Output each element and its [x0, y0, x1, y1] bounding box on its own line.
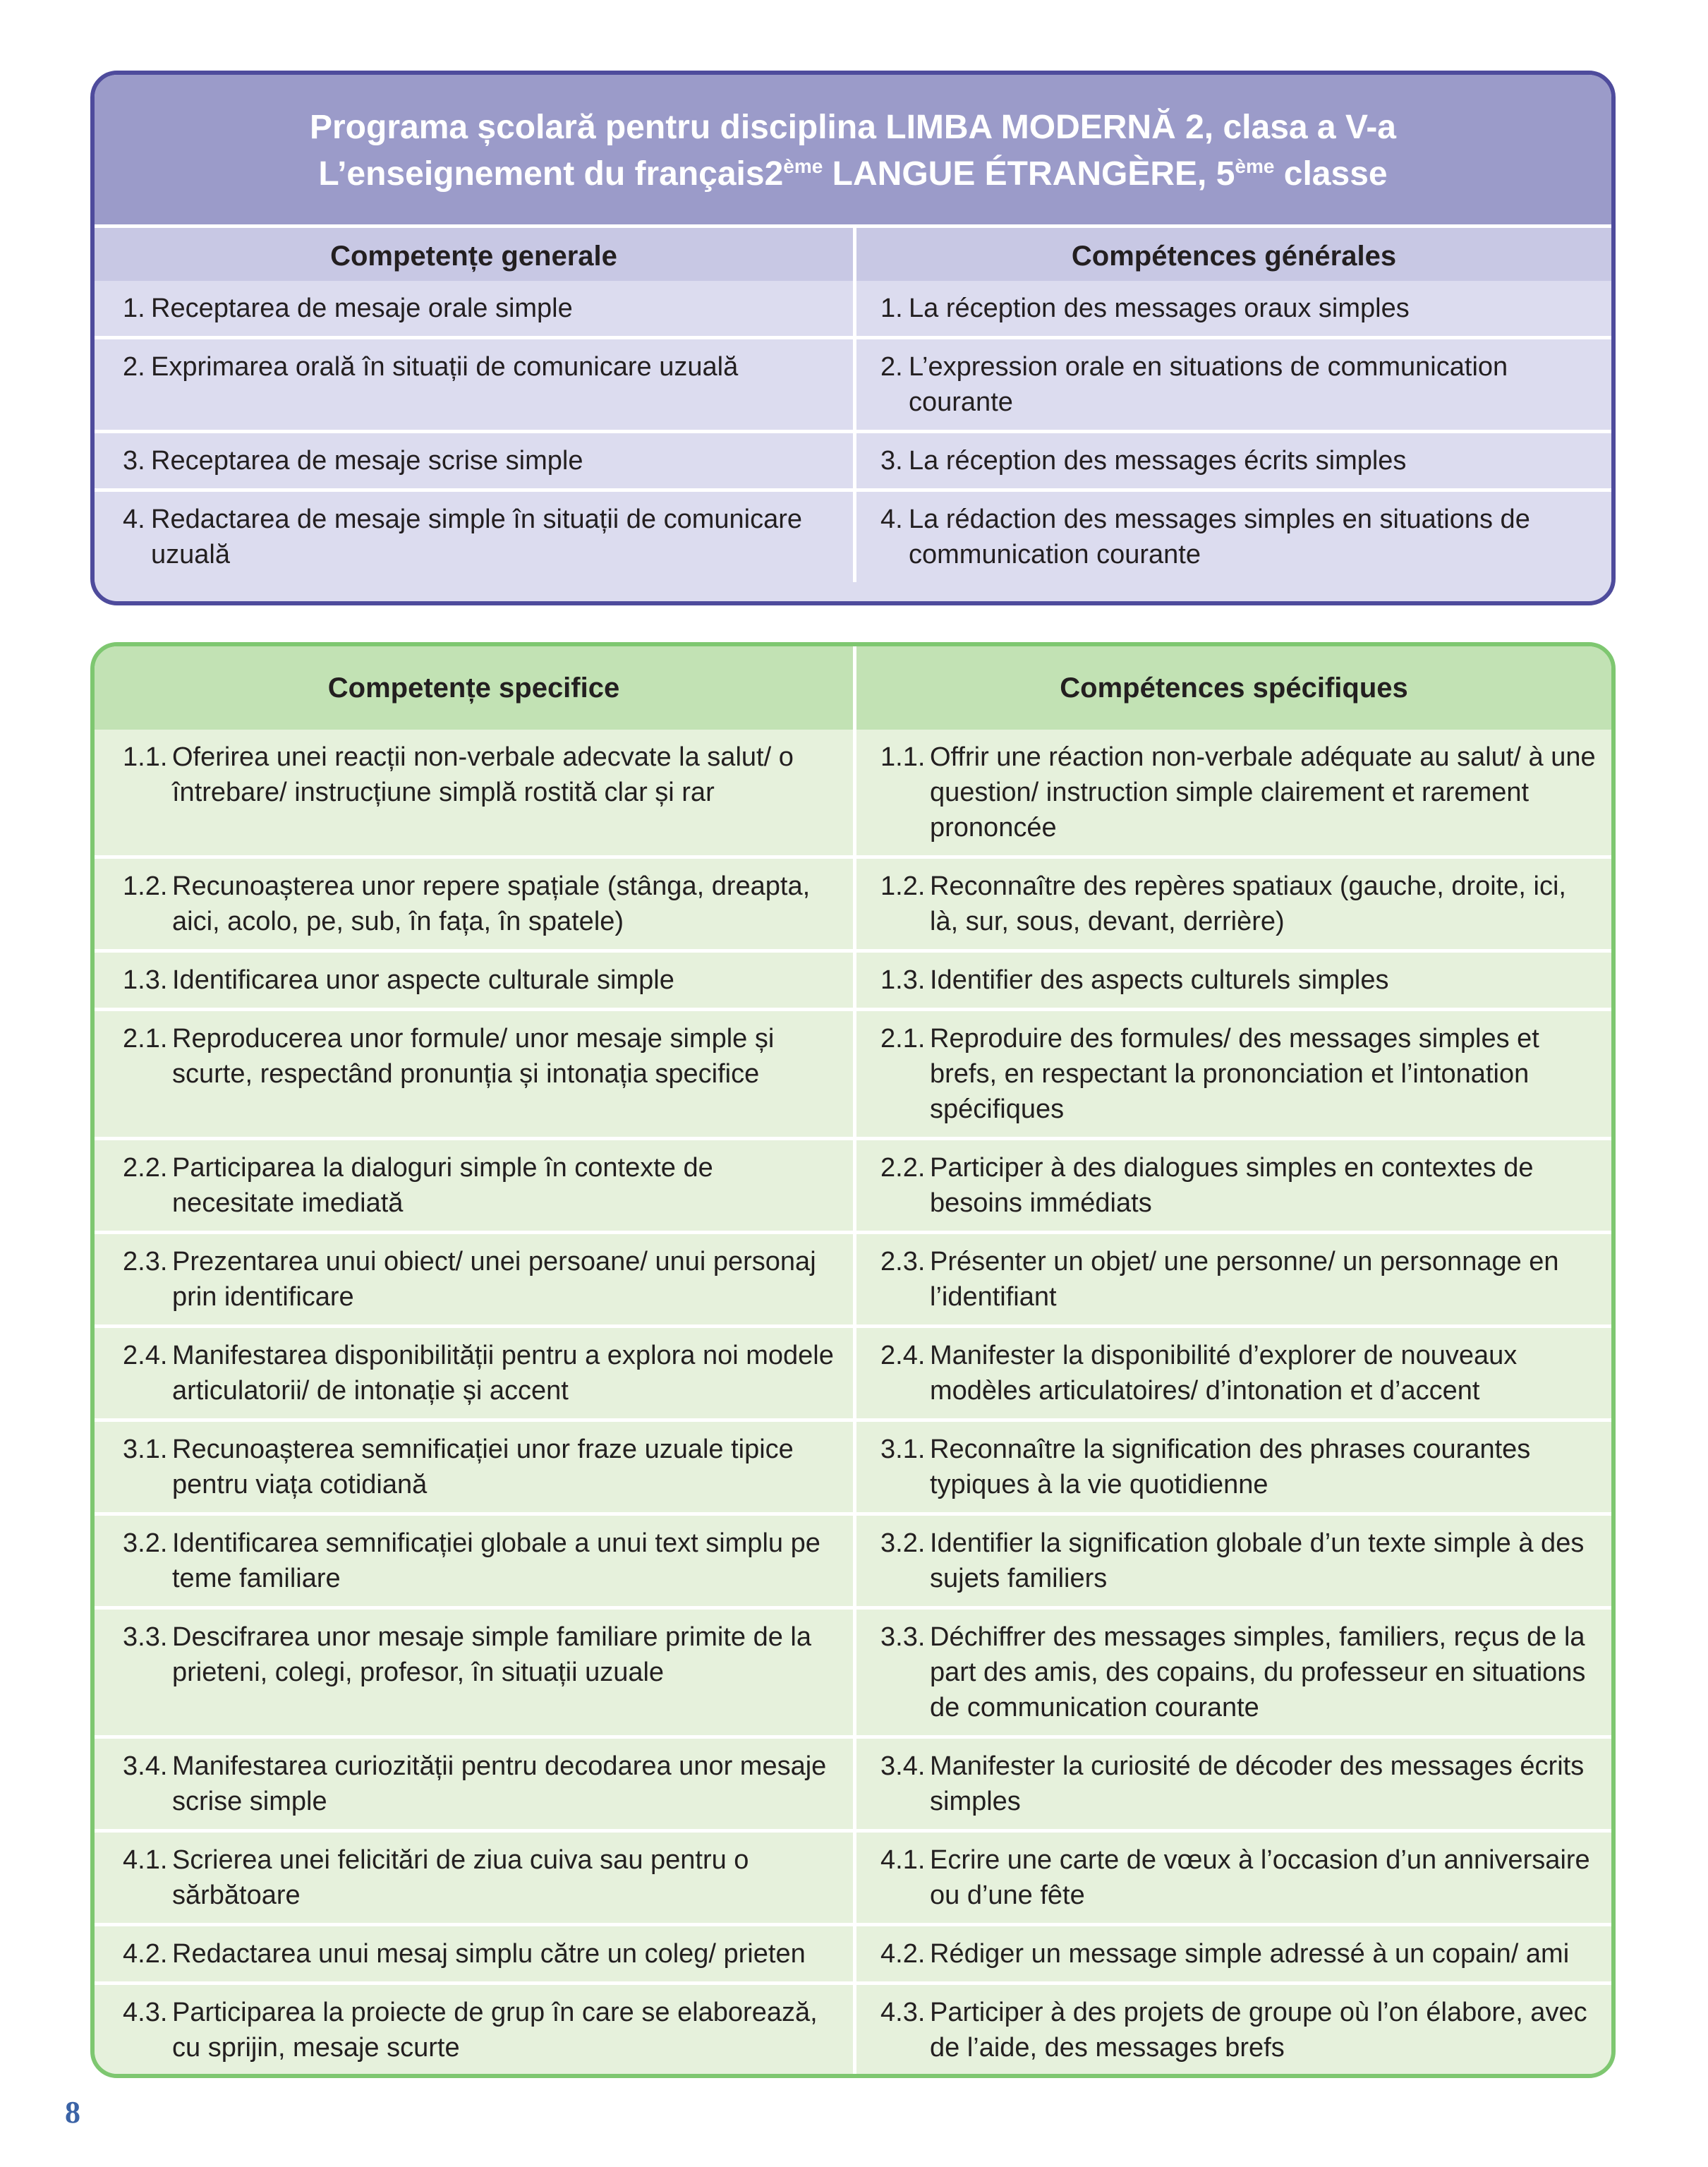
item-text: Reproduire des formules/ des messages simples et brefs, en respectant la prononciation et l’intonation spécifiques [930, 1024, 1539, 1124]
item-text: Prezentarea unui obiect/ unei persoane/ unui personaj prin identificare [172, 1247, 816, 1312]
item-number: 4.2. [880, 1939, 926, 1969]
cell-fr [853, 1739, 1611, 1829]
item-number: 2.1. [880, 1024, 926, 1054]
cell-fr [853, 1926, 1611, 1981]
item-number: 2.1. [123, 1024, 168, 1054]
item-text: Manifester la curiosité de décoder des messages écrits simples [930, 1751, 1585, 1816]
cell-fr [853, 433, 1611, 488]
title-line-2: L’enseignement du français2ème LANGUE ÉTRANGÈRE, 5ème classe [318, 155, 1388, 193]
table-row [95, 1735, 1611, 1829]
item-text: Offrir une réaction non-verbale adéquate au salut/ à une question/ instruction simple clairement et rarement prononcée [930, 742, 1596, 843]
cell-ro [95, 1011, 853, 1137]
item-text: La réception des messages écrits simples [909, 446, 1407, 476]
item-number: 1.2. [123, 871, 168, 901]
item-text: L’expression orale en situations de communication courante [909, 352, 1508, 417]
item-text: Participer à des projets de groupe où l’on élabore, avec de l’aide, des messages brefs [930, 1998, 1587, 2063]
item-number: 1.1. [880, 742, 926, 772]
item-number: 3.4. [123, 1751, 168, 1781]
item-text: Manifestarea curiozității pentru decodarea unor mesaje scrise simple [172, 1751, 827, 1816]
table-row [95, 949, 1611, 1008]
item-number: 4.1. [123, 1845, 168, 1875]
item-number: 3.3. [880, 1622, 926, 1652]
item-number: 3. [880, 446, 903, 476]
cell-fr [853, 1234, 1611, 1324]
table-row [95, 855, 1611, 949]
item-number: 1. [880, 294, 903, 323]
item-number: 4. [123, 505, 145, 534]
item-number: 2.2. [880, 1153, 926, 1183]
table-row [95, 1231, 1611, 1324]
table-row [95, 1923, 1611, 1981]
item-number: 3.3. [123, 1622, 168, 1652]
cell-ro [95, 730, 853, 855]
item-text: Identifier la signification globale d’un texte simple à des sujets familiers [930, 1528, 1585, 1593]
table-row [95, 1008, 1611, 1137]
item-text: Reconnaître des repères spatiaux (gauche, droite, ici, là, sur, sous, devant, derrière) [930, 871, 1566, 936]
table-row [95, 281, 1611, 336]
item-text: Identificarea unor aspecte culturale simple [172, 965, 674, 995]
item-number: 1.1. [123, 742, 168, 772]
item-text: Déchiffrer des messages simples, familiers, reçus de la part des amis, des copains, du professeur en situations de communication courante [930, 1622, 1586, 1722]
item-text: Présenter un objet/ une personne/ un personnage en l’identifiant [930, 1247, 1559, 1312]
item-number: 2.2. [123, 1153, 168, 1183]
header-fr: Compétences générales [853, 228, 1611, 281]
item-text: Participer à des dialogues simples en contextes de besoins immédiats [930, 1153, 1534, 1218]
cell-ro [95, 1422, 853, 1512]
cell-fr [853, 1140, 1611, 1231]
item-text: Manifestarea disponibilității pentru a explora noi modele articulatorii/ de intonație și accent [172, 1341, 834, 1406]
cell-ro [95, 492, 853, 582]
cell-ro [95, 339, 853, 430]
item-number: 3.1. [123, 1435, 168, 1464]
cell-ro [95, 1516, 853, 1606]
item-number: 3.1. [880, 1435, 926, 1464]
item-number: 2.3. [123, 1247, 168, 1276]
item-number: 2.4. [123, 1341, 168, 1370]
cell-ro [95, 859, 853, 949]
item-text: La réception des messages oraux simples [909, 294, 1410, 323]
item-text: Identifier des aspects culturels simples [930, 965, 1389, 995]
item-number: 4.3. [123, 1998, 168, 2027]
page-number: 8 [65, 2095, 80, 2130]
table-row [95, 730, 1611, 855]
item-number: 4.3. [880, 1998, 926, 2027]
cell-ro [95, 1926, 853, 1981]
cell-fr [853, 1328, 1611, 1418]
header-fr: Compétences spécifiques [853, 646, 1611, 730]
item-text: Recunoașterea unor repere spațiale (stânga, dreapta, aici, acolo, pe, sub, în fața, în spatele) [172, 871, 811, 936]
item-text: Recunoașterea semnificației unor fraze uzuale tipice pentru viața cotidiană [172, 1435, 794, 1499]
cell-ro [95, 1833, 853, 1923]
item-text: Reproducerea unor formule/ unor mesaje simple și scurte, respectând pronunția și intonația specifice [172, 1024, 775, 1089]
cell-fr [853, 953, 1611, 1008]
item-number: 4.1. [880, 1845, 926, 1875]
item-text: Rédiger un message simple adressé à un copain/ ami [930, 1939, 1570, 1969]
item-number: 1. [123, 294, 145, 323]
table-row [95, 336, 1611, 430]
item-text: Manifester la disponibilité d’explorer de nouveaux modèles articulatoires/ d’intonation et d’accent [930, 1341, 1518, 1406]
specific-competences-table [90, 642, 1616, 2078]
header-ro: Competențe generale [330, 241, 617, 272]
cell-fr [853, 492, 1611, 582]
cell-fr [853, 281, 1611, 336]
cell-fr [853, 1610, 1611, 1735]
header-ro: Competențe specifice [327, 672, 620, 704]
item-text: Descifrarea unor mesaje simple familiare primite de la prieteni, colegi, profesor, în situații uzuale [172, 1622, 812, 1687]
cell-ro [95, 1610, 853, 1735]
item-text: Participarea la proiecte de grup în care se elaborează, cu sprijin, mesaje scurte [172, 1998, 818, 2063]
item-text: Exprimarea orală în situații de comunicare uzuală [151, 352, 739, 382]
item-text: Scrierea unei felicitări de ziua cuiva sau pentru o sărbătoare [172, 1845, 749, 1910]
item-number: 3. [123, 446, 145, 476]
table-row [95, 1512, 1611, 1606]
item-number: 1.2. [880, 871, 926, 901]
item-text: Redactarea de mesaje simple în situații de comunicare uzuală [151, 505, 803, 569]
cell-fr [853, 1985, 1611, 2075]
cell-ro [95, 433, 853, 488]
item-number: 2. [880, 352, 903, 382]
general-header-row [95, 224, 1611, 281]
cell-ro [95, 953, 853, 1008]
item-number: 2.3. [880, 1247, 926, 1276]
item-number: 1.3. [880, 965, 926, 995]
cell-ro [95, 1234, 853, 1324]
item-number: 2.4. [880, 1341, 926, 1370]
cell-fr [853, 1011, 1611, 1137]
cell-fr [853, 1422, 1611, 1512]
table-row [95, 1137, 1611, 1231]
cell-ro [95, 281, 853, 336]
item-text: Oferirea unei reacții non-verbale adecvate la salut/ o întrebare/ instrucțiune simplă rostită clar și rar [172, 742, 794, 807]
table-row [95, 1981, 1611, 2075]
item-number: 3.4. [880, 1751, 926, 1781]
item-text: Receptarea de mesaje orale simple [151, 294, 573, 323]
item-text: Participarea la dialoguri simple în contexte de necesitate imediată [172, 1153, 713, 1218]
cell-ro [95, 1985, 853, 2075]
item-text: Identificarea semnificației globale a unui text simplu pe teme familiare [172, 1528, 820, 1593]
item-text: Ecrire une carte de vœux à l’occasion d’un anniversaire ou d’une fête [930, 1845, 1590, 1910]
cell-ro [95, 1739, 853, 1829]
table-row [95, 488, 1611, 582]
item-number: 3.2. [880, 1528, 926, 1558]
item-text: Reconnaître la signification des phrases courantes typiques à la vie quotidienne [930, 1435, 1531, 1499]
cell-ro [95, 1140, 853, 1231]
table-row [95, 1324, 1611, 1418]
cell-fr [853, 1833, 1611, 1923]
item-number: 4.2. [123, 1939, 168, 1969]
table-row [95, 1606, 1611, 1735]
specific-header-row [95, 646, 1611, 730]
cell-fr [853, 730, 1611, 855]
item-number: 4. [880, 505, 903, 534]
table-row [95, 1418, 1611, 1512]
general-competences-table [90, 71, 1616, 605]
item-number: 2. [123, 352, 145, 382]
item-text: La rédaction des messages simples en situations de communication courante [909, 505, 1530, 569]
cell-ro [95, 1328, 853, 1418]
item-number: 1.3. [123, 965, 168, 995]
cell-fr [853, 1516, 1611, 1606]
table-row [95, 430, 1611, 488]
item-number: 3.2. [123, 1528, 168, 1558]
cell-fr [853, 339, 1611, 430]
cell-fr [853, 859, 1611, 949]
table-row [95, 1829, 1611, 1923]
item-text: Receptarea de mesaje scrise simple [151, 446, 583, 476]
document-title [95, 75, 1611, 224]
title-line-1: Programa școlară pentru disciplina LIMBA MODERNĂ 2, clasa a V-a [309, 109, 1396, 146]
item-text: Redactarea unui mesaj simplu către un coleg/ prieten [172, 1939, 806, 1969]
